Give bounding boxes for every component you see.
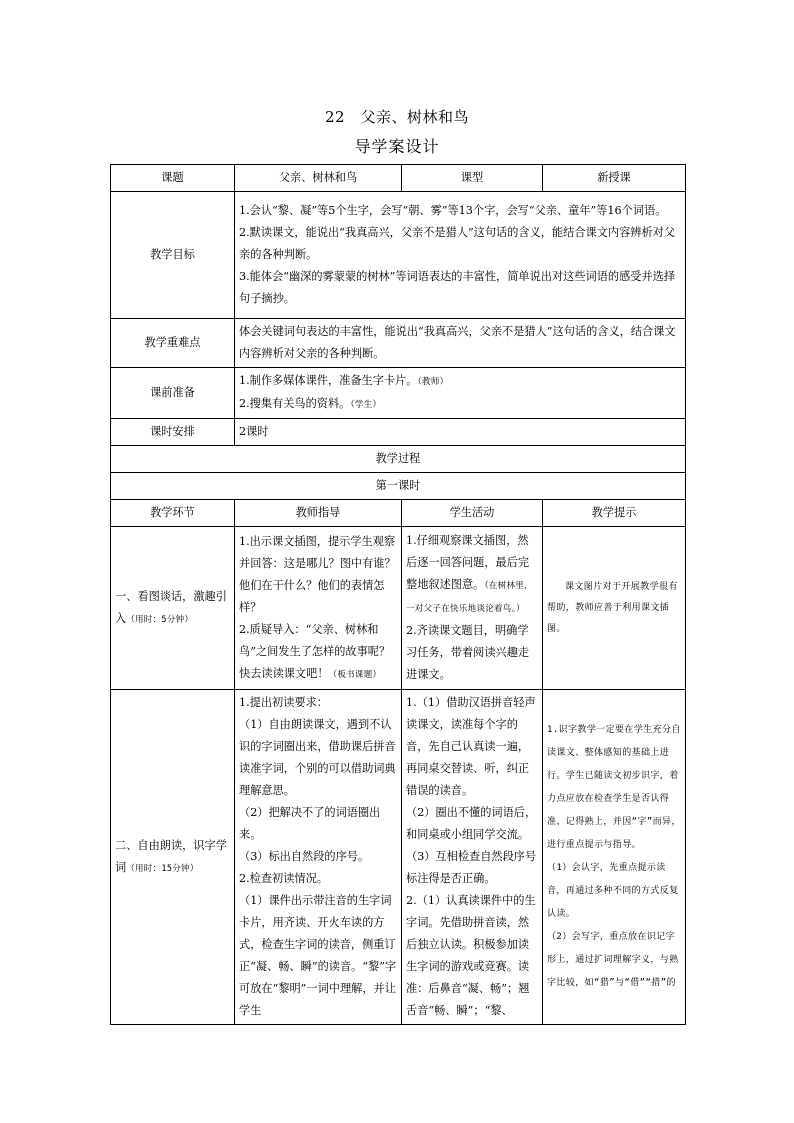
type-label: 课型: [402, 165, 543, 192]
student-step: [406, 530, 538, 620]
prep-content: [235, 368, 686, 419]
tip-text: 1.识字教学一定要在学生充分自读课文、整体感知的基础上进行。学生已随读文初步识字，着力点应放在检查学生是否认得准、记得熟上，并因“字”而异，进行重点提示与指导。: [547, 725, 681, 850]
teacher-step: （2）把解决不了的词语圈出来。: [239, 806, 381, 841]
teacher-step-note: （板书课题）: [328, 669, 382, 680]
key-label: 教学重难点: [111, 319, 235, 368]
tip-text: （1）会认字，先重点提示读音，再通过多种不同的方式反复认读。: [547, 863, 679, 919]
stage-name: 二、自由朗读，识字学词: [115, 838, 227, 874]
tip-cell: [543, 527, 686, 690]
student-step: 1.（1）借助汉语拼音轻声读课文，读准每个字的音，先自己认真读一遍，再同桌交替读、听，纠正错误的读音。: [406, 696, 536, 797]
tip-text: （2）会写字，重点放在识记字形上，通过扩词理解字义，与熟字比较，如“猎”与“借”“措”的: [547, 932, 679, 988]
student-cell: [402, 527, 543, 690]
tip-cell: [543, 690, 686, 1025]
student-step-note: （在树林里，一对父子在快乐地谈论着鸟。）: [406, 581, 533, 614]
prep-item: [239, 370, 681, 393]
goal-item: 2.默读课文，能说出“我真高兴，父亲不是猎人”这句话的含义，能结合课文内容辨析对父亲的各种判断。: [239, 226, 676, 261]
student-cell: [402, 690, 543, 1025]
teacher-step: 1.出示课文插图，提示学生观察并回答：这是哪儿？图中有谁？他们在干什么？他们的表情怎样？: [239, 534, 396, 614]
teacher-step: 2.检查初读情况。: [239, 872, 328, 885]
goals-content: [235, 192, 686, 319]
key-row: [111, 319, 686, 368]
lesson-title: 22 父亲、树林和鸟: [324, 108, 470, 126]
lesson-plan-table: [110, 164, 686, 1025]
teacher-cell: [235, 527, 402, 690]
student-step: 2.齐读课文题目，明确学习任务，带着阅读兴趣走进课文。: [406, 624, 530, 681]
time-value: 2课时: [235, 419, 686, 446]
prep-item-text: 2.搜集有关鸟的资料。: [239, 397, 351, 410]
stage-cell: [111, 527, 235, 690]
stage-row: [111, 527, 686, 690]
key-value: 体会关键词句表达的丰富性，能说出“我真高兴，父亲不是猎人”这句话的含义，结合课文内容辨析对父亲的各种判断。: [235, 319, 686, 368]
student-step: （2）圈出不懂的词语后，和同桌或小组同学交流。: [406, 806, 537, 841]
student-step: （3）互相检查自然段序号标注得是否正确。: [406, 850, 537, 885]
prep-item: [239, 393, 681, 416]
student-step: 2.（1）认真读课件中的生字词。先借助拼音读，然后独立认读。积极参加读生字词的游戏或竞赛。读准：后鼻音“凝、畅”；翘舌音“畅、瞬”；“黎、: [406, 894, 536, 1017]
process-title-row: [111, 446, 686, 473]
prep-item-text: 1.制作多媒体课件，准备生字卡片。: [239, 374, 418, 387]
teacher-step: （3）标出自然段的序号。: [239, 850, 370, 863]
type-value: 新授课: [543, 165, 686, 192]
teacher-step: [239, 619, 397, 686]
topic-value: 父亲、树林和鸟: [235, 165, 402, 192]
column-header: 教师指导: [235, 500, 402, 527]
teacher-step: 1.提出初读要求：: [239, 696, 328, 709]
period-row: [111, 473, 686, 500]
column-header: 学生活动: [402, 500, 543, 527]
period-title: 第一课时: [111, 473, 686, 500]
process-header-row: [111, 500, 686, 527]
prep-item-note: （教师）: [417, 377, 449, 387]
teacher-step-text: 2.质疑导入：“父亲、树林和鸟”之间发生了怎样的故事呢？快去读读课文吧！: [239, 622, 391, 680]
teacher-step: （1）自由朗读课文，遇到不认识的字词圈出来，借助课后拼音读准字词，个别的可以借助词典理解意思。: [239, 718, 396, 797]
topic-row: [111, 165, 686, 192]
prep-item-note: （学生）: [350, 400, 382, 410]
goals-row: [111, 192, 686, 319]
stage-time: （用时：15分钟）: [126, 863, 199, 874]
stage-row: [111, 690, 686, 1025]
goal-item: 3.能体会“幽深的雾蒙蒙的树林”等词语表达的丰富性，简单说出对这些词语的感受并选择句子摘抄。: [239, 270, 676, 305]
tip-text: 课文图片对于开展教学很有帮助，教师应善于利用课文插图。: [547, 581, 678, 634]
prep-label: 课前准备: [111, 368, 235, 419]
process-title: 教学过程: [111, 446, 686, 473]
goals-label: 教学目标: [111, 192, 235, 319]
time-row: [111, 419, 686, 446]
stage-name: 一、看图谈话，激趣引入: [115, 589, 227, 625]
student-step-text: 1.仔细观察课文插图，然后逐一回答问题，最后完整地叙述图意。: [406, 534, 530, 591]
page-subtitle: 导学案设计: [354, 137, 440, 156]
teacher-step: （1）课件出示带注音的生字词卡片，用齐读、开火车读的方式，检查生字词的读音，侧重订正“凝、畅、瞬”的读音。“黎”字可放在“黎明”一词中理解，并让学生: [239, 894, 397, 1017]
prep-row: [111, 368, 686, 419]
column-header: 教学提示: [543, 500, 686, 527]
topic-label: 课题: [111, 165, 235, 192]
time-label: 课时安排: [111, 419, 235, 446]
goal-item: 1.会认“黎、凝”等5个生字，会写“朝、雾”等13个字，会写“父亲、童年”等16个词语。: [239, 204, 667, 217]
column-header: 教学环节: [111, 500, 235, 527]
stage-cell: [111, 690, 235, 1025]
teacher-cell: [235, 690, 402, 1025]
stage-time: （用时：5分钟）: [126, 614, 194, 625]
